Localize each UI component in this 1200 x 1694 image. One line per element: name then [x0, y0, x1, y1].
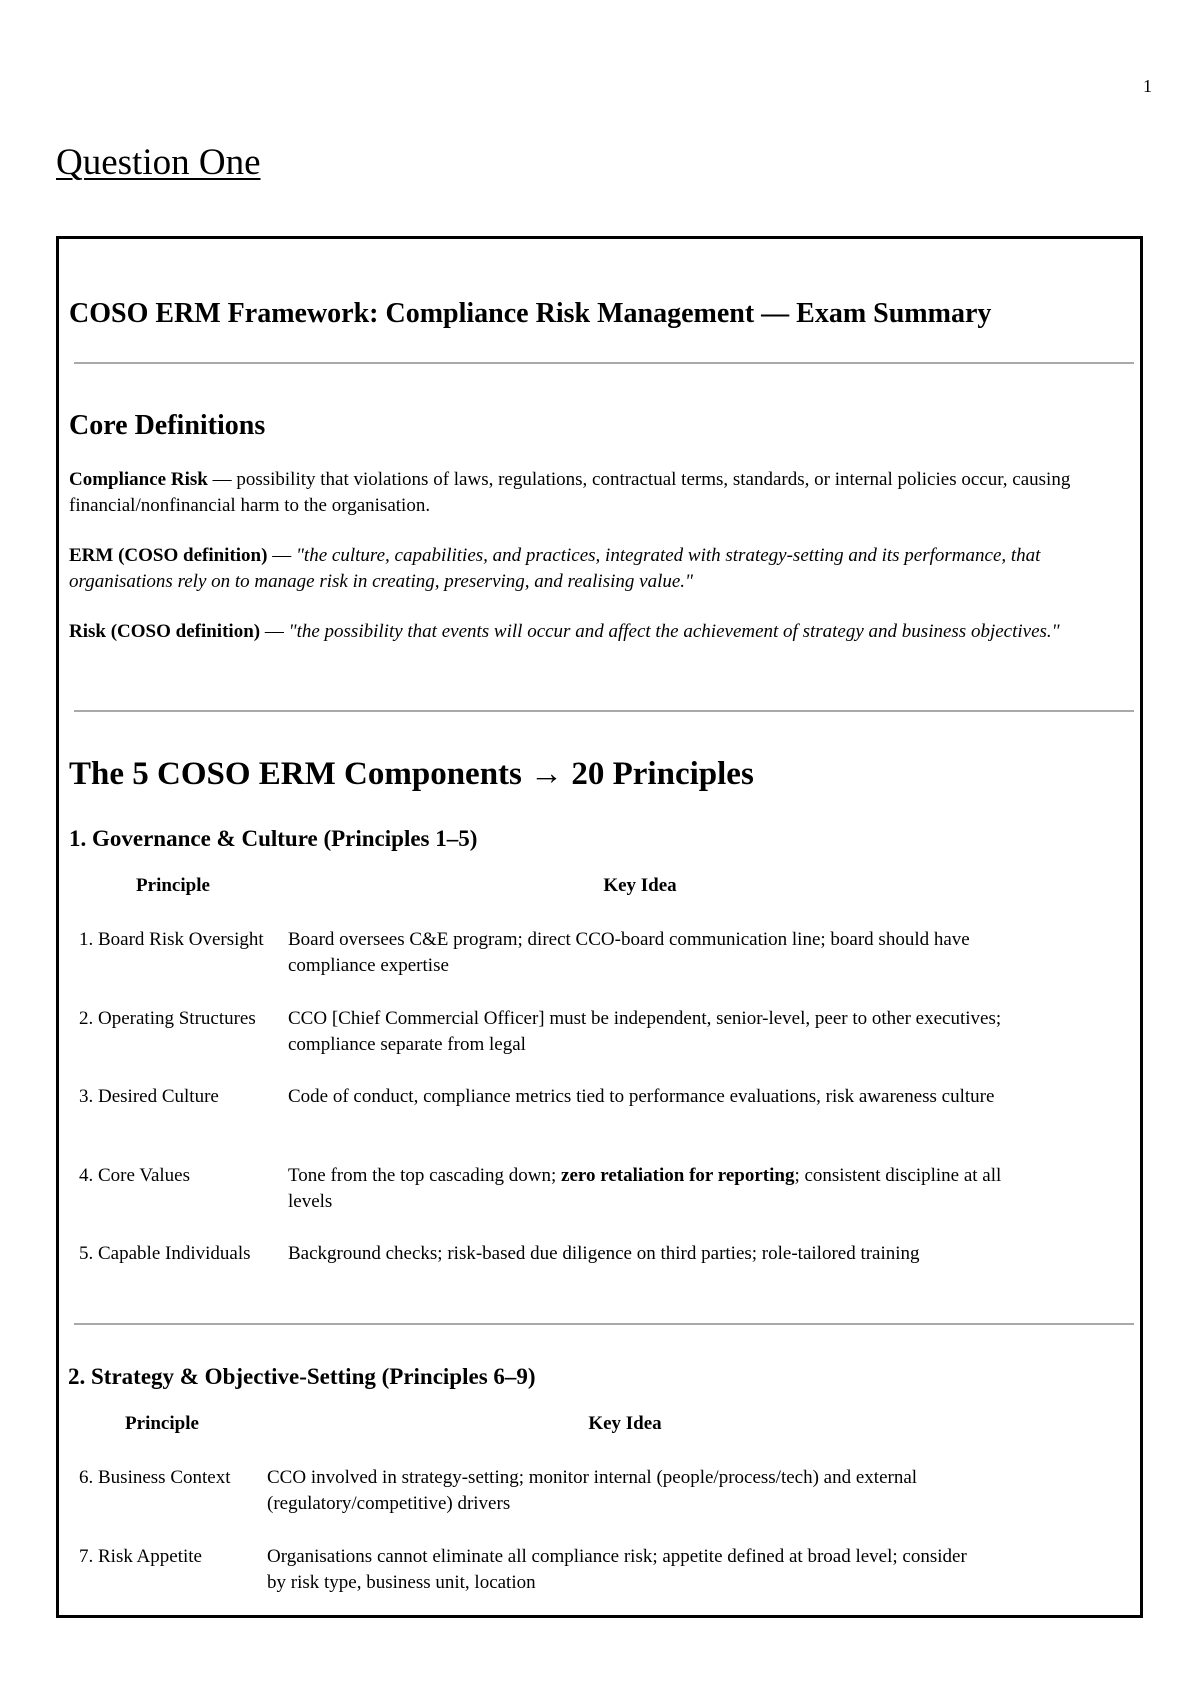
core-definitions-heading: Core Definitions: [69, 410, 266, 441]
key-idea-cell: [288, 1163, 1008, 1215]
definition-separator: —: [260, 621, 289, 642]
horizontal-rule: [74, 710, 1134, 712]
key-idea-cell: Organisations cannot eliminate all compliance risk; appetite defined at broad level; consider by risk type, business unit, location: [267, 1546, 967, 1593]
key-idea-cell: CCO involved in strategy-setting; monitor internal (people/process/tech) and external (regulatory/competitive) drivers: [267, 1467, 918, 1514]
main-title: COSO ERM Framework: Compliance Risk Management — Exam Summary: [69, 298, 992, 329]
principle-cell: 5. Capable Individuals: [79, 1243, 251, 1264]
definition-separator: —: [207, 469, 237, 490]
column-header-principle: Principle: [125, 1413, 199, 1434]
question-title: Question One: [56, 142, 261, 183]
principle-cell: 2. Operating Structures: [79, 1008, 256, 1029]
key-idea-text: ; consistent discipline at all levels: [288, 1165, 1002, 1212]
definition-compliance-risk: [69, 467, 1129, 519]
key-idea-cell: Board oversees C&E program; direct CCO-board communication line; board should have compliance expertise: [288, 929, 970, 976]
section-heading-strategy: 2. Strategy & Objective-Setting (Principles 6–9): [68, 1364, 536, 1389]
definition-separator: —: [267, 545, 296, 566]
definition-text: possibility that violations of laws, regulations, contractual terms, standards, or internal policies occur, causing financial/nonfinancial harm to the organisation.: [69, 469, 1071, 516]
key-idea-cell: CCO [Chief Commercial Officer] must be independent, senior-level, peer to other executives; compliance separate from legal: [288, 1008, 1002, 1055]
principle-cell: 7. Risk Appetite: [79, 1546, 202, 1567]
components-heading: The 5 COSO ERM Components → 20 Principles: [69, 756, 754, 792]
definition-erm: [69, 543, 1129, 595]
key-idea-cell: Code of conduct, compliance metrics tied to performance evaluations, risk awareness culture: [288, 1086, 995, 1107]
principle-cell: 1. Board Risk Oversight: [79, 929, 264, 950]
page-number: 1: [1143, 76, 1152, 96]
horizontal-rule: [74, 1323, 1134, 1325]
definition-term: ERM (COSO definition): [69, 545, 268, 566]
definition-text: "the possibility that events will occur and affect the achievement of strategy and business objectives.": [288, 621, 1060, 642]
key-idea-emphasis: zero retaliation for reporting: [561, 1165, 795, 1186]
horizontal-rule: [74, 362, 1134, 364]
principle-cell: 4. Core Values: [79, 1165, 190, 1186]
definition-text: "the culture, capabilities, and practices, integrated with strategy-setting and its performance, that organisations rely on to manage risk in creating, preserving, and realising value.": [69, 545, 1041, 592]
definition-term: Compliance Risk: [69, 469, 208, 490]
definition-risk: [69, 619, 1129, 645]
column-header-principle: Principle: [136, 875, 210, 896]
column-header-key-idea: Key Idea: [588, 1413, 662, 1434]
key-idea-cell: Background checks; risk-based due diligence on third parties; role-tailored training: [288, 1243, 920, 1264]
column-header-key-idea: Key Idea: [603, 875, 677, 896]
principle-cell: 6. Business Context: [79, 1467, 231, 1488]
section-heading-governance: 1. Governance & Culture (Principles 1–5): [69, 826, 478, 851]
principle-cell: 3. Desired Culture: [79, 1086, 219, 1107]
key-idea-text: Tone from the top cascading down;: [288, 1165, 562, 1186]
definition-term: Risk (COSO definition): [69, 621, 261, 642]
